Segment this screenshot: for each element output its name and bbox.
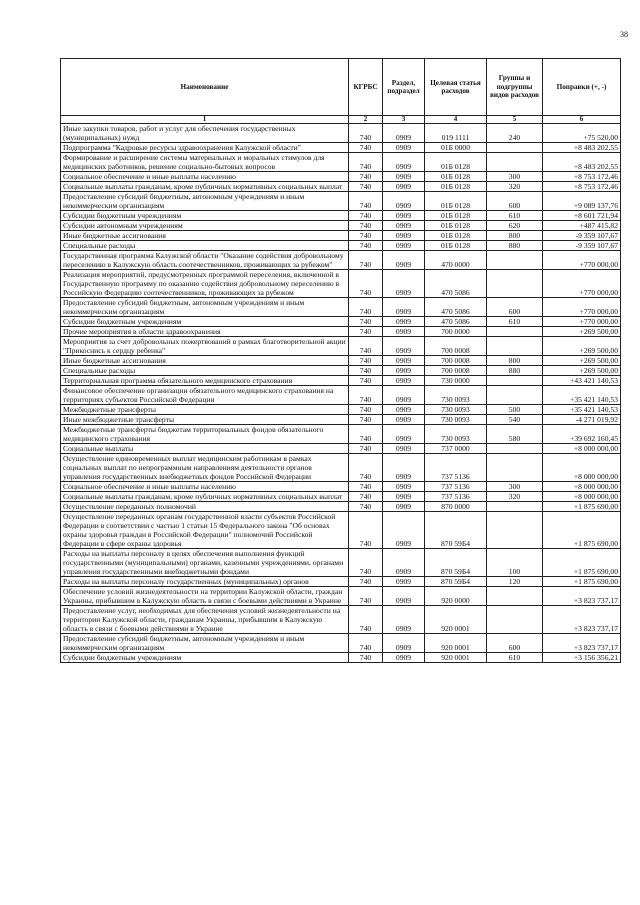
- row-section: 0909: [383, 327, 425, 337]
- row-section: 0909: [383, 653, 425, 663]
- row-target: 470 0000: [425, 251, 487, 270]
- row-name: Обеспечение условий жизнедеятельности на территории Калужской области, граждан Украины, прибывшим в Калужскую область в связи с боевыми действиями в Украине: [61, 587, 349, 606]
- row-amendment: +75 520,00: [543, 124, 621, 143]
- row-group: 600: [487, 298, 543, 317]
- row-group: 320: [487, 492, 543, 502]
- row-amendment: +8 483 202,55: [543, 143, 621, 153]
- header-name: Наименование: [61, 59, 349, 116]
- row-kgrbs: 740: [349, 512, 383, 549]
- row-name: Финансовое обеспечение организации обязательного медицинского страхования на территориях субъектов Российской Федерации: [61, 386, 349, 405]
- row-kgrbs: 740: [349, 454, 383, 482]
- row-target: 01Б 0128: [425, 182, 487, 192]
- row-amendment: +8 000 000,00: [543, 444, 621, 454]
- row-group: 800: [487, 231, 543, 241]
- row-group: [487, 337, 543, 356]
- row-amendment: +1 875 690,00: [543, 512, 621, 549]
- row-group: 620: [487, 221, 543, 231]
- row-kgrbs: 740: [349, 192, 383, 211]
- row-name: Иные закупки товаров, работ и услуг для обеспечения государственных (муниципальных) нужд: [61, 124, 349, 143]
- row-target: 730 0000: [425, 376, 487, 386]
- table-row: [61, 549, 621, 577]
- row-section: 0909: [383, 634, 425, 653]
- row-amendment: +35 421 140,53: [543, 386, 621, 405]
- row-kgrbs: 740: [349, 124, 383, 143]
- row-section: 0909: [383, 221, 425, 231]
- row-amendment: +3 156 356,21: [543, 653, 621, 663]
- row-section: 0909: [383, 444, 425, 454]
- row-kgrbs: 740: [349, 415, 383, 425]
- row-amendment: +8 483 202,55: [543, 153, 621, 172]
- row-kgrbs: 740: [349, 482, 383, 492]
- row-target: 01Б 0128: [425, 211, 487, 221]
- row-amendment: +770 000,00: [543, 298, 621, 317]
- row-amendment: +269 500,00: [543, 327, 621, 337]
- row-amendment: +43 421 140,53: [543, 376, 621, 386]
- row-group: [487, 270, 543, 298]
- row-amendment: +39 692 160,45: [543, 425, 621, 444]
- row-target: 700 0008: [425, 356, 487, 366]
- table-row: [61, 143, 621, 153]
- row-section: 0909: [383, 366, 425, 376]
- row-section: 0909: [383, 317, 425, 327]
- row-section: 0909: [383, 192, 425, 211]
- column-number: 5: [487, 116, 543, 124]
- row-target: 730 0093: [425, 415, 487, 425]
- table-row: [61, 386, 621, 405]
- row-section: 0909: [383, 454, 425, 482]
- row-section: 0909: [383, 182, 425, 192]
- budget-amendments-table: [60, 58, 621, 663]
- row-section: 0909: [383, 172, 425, 182]
- row-target: 870 59Б4: [425, 577, 487, 587]
- row-name: Социальные выплаты: [61, 444, 349, 454]
- row-section: 0909: [383, 606, 425, 634]
- row-group: [487, 512, 543, 549]
- column-number: 2: [349, 116, 383, 124]
- row-group: 610: [487, 211, 543, 221]
- row-section: 0909: [383, 241, 425, 251]
- row-amendment: +3 823 737,17: [543, 606, 621, 634]
- table-row: [61, 231, 621, 241]
- row-kgrbs: 740: [349, 549, 383, 577]
- column-number: 3: [383, 116, 425, 124]
- row-group: 610: [487, 317, 543, 327]
- row-target: 01Б 0128: [425, 221, 487, 231]
- row-kgrbs: 740: [349, 317, 383, 327]
- row-name: Прочие мероприятия в области здравоохранения: [61, 327, 349, 337]
- row-name: Иные бюджетные ассигнования: [61, 231, 349, 241]
- row-kgrbs: 740: [349, 444, 383, 454]
- row-name: Межбюджетные трансферты бюджетам территориальных фондов обязательного медицинского страхования: [61, 425, 349, 444]
- row-section: 0909: [383, 337, 425, 356]
- row-group: 540: [487, 415, 543, 425]
- row-name: Специальные расходы: [61, 241, 349, 251]
- table-row: [61, 653, 621, 663]
- row-kgrbs: 740: [349, 366, 383, 376]
- row-target: 470 5086: [425, 317, 487, 327]
- row-kgrbs: 740: [349, 502, 383, 512]
- row-kgrbs: 740: [349, 241, 383, 251]
- row-target: 870 59Б4: [425, 549, 487, 577]
- row-name: Иные межбюджетные трансферты: [61, 415, 349, 425]
- row-target: 700 0008: [425, 337, 487, 356]
- row-name: Социальное обеспечение и иные выплаты населению: [61, 172, 349, 182]
- row-kgrbs: 740: [349, 492, 383, 502]
- row-name: Расходы на выплаты персоналу государственных (муниципальных) органов: [61, 577, 349, 587]
- row-kgrbs: 740: [349, 231, 383, 241]
- row-target: 737 5136: [425, 482, 487, 492]
- row-target: 470 5086: [425, 298, 487, 317]
- row-section: 0909: [383, 502, 425, 512]
- row-section: 0909: [383, 211, 425, 221]
- row-amendment: +269 500,00: [543, 366, 621, 376]
- row-amendment: +8 601 721,94: [543, 211, 621, 221]
- row-section: 0909: [383, 356, 425, 366]
- row-group: 240: [487, 124, 543, 143]
- row-target: 870 59Б4: [425, 512, 487, 549]
- row-kgrbs: 740: [349, 211, 383, 221]
- row-section: 0909: [383, 153, 425, 172]
- header-kgrbs: КГРБС: [349, 59, 383, 116]
- row-group: [487, 454, 543, 482]
- row-kgrbs: 740: [349, 270, 383, 298]
- table-row: [61, 376, 621, 386]
- row-amendment: +770 000,00: [543, 251, 621, 270]
- header-group: Группы и подгруппы видов расходов: [487, 59, 543, 116]
- header-section: Раздел, подраздел: [383, 59, 425, 116]
- row-kgrbs: 740: [349, 327, 383, 337]
- row-amendment: +3 823 737,17: [543, 634, 621, 653]
- row-kgrbs: 740: [349, 356, 383, 366]
- table-row: [61, 241, 621, 251]
- row-target: 01Б 0128: [425, 231, 487, 241]
- row-group: [487, 386, 543, 405]
- table-row: [61, 172, 621, 182]
- row-kgrbs: 740: [349, 634, 383, 653]
- table-row: [61, 492, 621, 502]
- row-group: 600: [487, 192, 543, 211]
- row-name: Предоставление субсидий бюджетным, автономным учреждениям и иным некоммерческим организациям: [61, 192, 349, 211]
- row-group: [487, 587, 543, 606]
- row-section: 0909: [383, 425, 425, 444]
- row-name: Территориальная программа обязательного медицинского страхования: [61, 376, 349, 386]
- row-target: 730 0093: [425, 405, 487, 415]
- row-section: 0909: [383, 415, 425, 425]
- row-kgrbs: 740: [349, 143, 383, 153]
- table-body: [61, 124, 621, 663]
- table-row: [61, 270, 621, 298]
- column-number: 6: [543, 116, 621, 124]
- row-name: Осуществление единовременных выплат медицинским работникам в рамках социальных выплат по непрограммным направлениям деятельности органов управления государственных внебюджетных фондов Российской Федерации: [61, 454, 349, 482]
- row-amendment: +8 753 172,46: [543, 172, 621, 182]
- table-row: [61, 634, 621, 653]
- table-row: [61, 415, 621, 425]
- header-amendments: Поправки (+, -): [543, 59, 621, 116]
- row-kgrbs: 740: [349, 298, 383, 317]
- row-group: 580: [487, 425, 543, 444]
- row-amendment: +8 753 172,46: [543, 182, 621, 192]
- row-section: 0909: [383, 405, 425, 415]
- row-group: 500: [487, 405, 543, 415]
- row-section: 0909: [383, 231, 425, 241]
- row-name: Мероприятия за счет добровольных пожертвований в рамках благотворительной акции "Прикоснись к сердцу ребенка": [61, 337, 349, 356]
- row-name: Субсидии бюджетным учреждениям: [61, 653, 349, 663]
- table-row: [61, 211, 621, 221]
- row-name: Реализация мероприятий, предусмотренных программой переселения, включенной в Государственную программу по оказанию содействия добровольному переселению в Российскую Федерацию соотечественников, проживающих за рубежом: [61, 270, 349, 298]
- row-group: [487, 143, 543, 153]
- table-row: [61, 298, 621, 317]
- row-group: [487, 606, 543, 634]
- row-section: 0909: [383, 577, 425, 587]
- row-section: 0909: [383, 482, 425, 492]
- table-row: [61, 356, 621, 366]
- row-target: 730 0093: [425, 386, 487, 405]
- table-row: [61, 221, 621, 231]
- row-target: 01Б 0128: [425, 192, 487, 211]
- row-section: 0909: [383, 386, 425, 405]
- row-name: Иные бюджетные ассигнования: [61, 356, 349, 366]
- row-kgrbs: 740: [349, 182, 383, 192]
- row-target: 920 0000: [425, 587, 487, 606]
- row-name: Расходы на выплаты персоналу в целях обеспечения выполнения функций государственными (муниципальными) органами, казенными учреждениями, органами управления государственными внебюджетными фондами: [61, 549, 349, 577]
- row-name: Социальное обеспечение и иные выплаты населению: [61, 482, 349, 492]
- row-group: 610: [487, 653, 543, 663]
- row-name: Субсидии автономным учреждениям: [61, 221, 349, 231]
- row-target: 737 0000: [425, 444, 487, 454]
- row-amendment: +770 000,00: [543, 270, 621, 298]
- table-row: [61, 482, 621, 492]
- row-group: [487, 444, 543, 454]
- row-name: Формирование и расширение системы материальных и моральных стимулов для медицинских работников, решение социально-бытовых вопросов: [61, 153, 349, 172]
- row-amendment: +487 415,82: [543, 221, 621, 231]
- row-group: 880: [487, 241, 543, 251]
- row-section: 0909: [383, 549, 425, 577]
- row-amendment: +8 000 000,00: [543, 454, 621, 482]
- row-kgrbs: 740: [349, 251, 383, 270]
- row-name: Предоставление субсидий бюджетным, автономным учреждениям и иным некоммерческим организациям: [61, 298, 349, 317]
- table-row: [61, 502, 621, 512]
- row-amendment: +1 875 690,00: [543, 577, 621, 587]
- row-amendment: -4 271 019,92: [543, 415, 621, 425]
- row-target: 700 0000: [425, 327, 487, 337]
- table-row: [61, 425, 621, 444]
- row-target: 730 0093: [425, 425, 487, 444]
- table-row: [61, 153, 621, 172]
- table-row: [61, 327, 621, 337]
- row-kgrbs: 740: [349, 221, 383, 231]
- row-amendment: +269 500,00: [543, 356, 621, 366]
- table-row: [61, 124, 621, 143]
- row-target: 737 5136: [425, 454, 487, 482]
- row-group: 120: [487, 577, 543, 587]
- table-row: [61, 454, 621, 482]
- table-row: [61, 251, 621, 270]
- row-group: [487, 502, 543, 512]
- row-name: Субсидии бюджетным учреждениям: [61, 211, 349, 221]
- page-number: 38: [620, 30, 628, 39]
- row-target: 01Б 0000: [425, 143, 487, 153]
- table-header: [61, 59, 621, 124]
- row-group: [487, 376, 543, 386]
- row-name: Осуществление переданных органам государственной власти субъектов Российской Федерации в соответствии с частью 1 статьи 15 Федерального закона "Об основах охраны здоровья граждан в Российской Федерации" полномочий Российской Федерации в сфере охраны здоровья: [61, 512, 349, 549]
- table-row: [61, 405, 621, 415]
- row-group: [487, 251, 543, 270]
- row-amendment: +269 500,00: [543, 337, 621, 356]
- row-group: 800: [487, 356, 543, 366]
- row-kgrbs: 740: [349, 405, 383, 415]
- row-amendment: +770 000,00: [543, 317, 621, 327]
- row-kgrbs: 740: [349, 653, 383, 663]
- row-kgrbs: 740: [349, 587, 383, 606]
- row-name: Межбюджетные трансферты: [61, 405, 349, 415]
- table-row: [61, 587, 621, 606]
- row-amendment: -9 359 107,67: [543, 231, 621, 241]
- row-section: 0909: [383, 124, 425, 143]
- row-section: 0909: [383, 492, 425, 502]
- row-kgrbs: 740: [349, 577, 383, 587]
- row-name: Специальные расходы: [61, 366, 349, 376]
- row-amendment: +1 875 690,00: [543, 549, 621, 577]
- row-target: 920 0001: [425, 606, 487, 634]
- row-name: Субсидии бюджетным учреждениям: [61, 317, 349, 327]
- table-row: [61, 577, 621, 587]
- row-target: 920 0001: [425, 653, 487, 663]
- row-target: 01Б 0128: [425, 241, 487, 251]
- row-group: [487, 153, 543, 172]
- row-kgrbs: 740: [349, 425, 383, 444]
- row-target: 870 0000: [425, 502, 487, 512]
- row-section: 0909: [383, 376, 425, 386]
- row-section: 0909: [383, 251, 425, 270]
- table-row: [61, 182, 621, 192]
- row-amendment: -9 359 107,67: [543, 241, 621, 251]
- row-group: 600: [487, 634, 543, 653]
- row-amendment: +8 000 000,00: [543, 492, 621, 502]
- row-name: Государственная программа Калужской области "Оказание содействия добровольному переселению в Калужскую область соотечественников, проживающих за рубежом": [61, 251, 349, 270]
- row-group: 300: [487, 482, 543, 492]
- row-target: 470 5086: [425, 270, 487, 298]
- row-group: 880: [487, 366, 543, 376]
- row-target: 01Б 0128: [425, 153, 487, 172]
- row-amendment: +3 823 737,17: [543, 587, 621, 606]
- table-row: [61, 317, 621, 327]
- row-amendment: +8 000 000,00: [543, 482, 621, 492]
- column-number: 4: [425, 116, 487, 124]
- row-target: 019 1111: [425, 124, 487, 143]
- row-kgrbs: 740: [349, 606, 383, 634]
- row-name: Предоставление субсидий бюджетным, автономным учреждениям и иным некоммерческим организациям: [61, 634, 349, 653]
- row-kgrbs: 740: [349, 386, 383, 405]
- column-number: 1: [61, 116, 349, 124]
- row-section: 0909: [383, 143, 425, 153]
- row-target: 700 0008: [425, 366, 487, 376]
- row-kgrbs: 740: [349, 376, 383, 386]
- row-section: 0909: [383, 270, 425, 298]
- row-amendment: +9 089 137,76: [543, 192, 621, 211]
- table-row: [61, 606, 621, 634]
- header-target: Целевая статья расходов: [425, 59, 487, 116]
- row-name: Социальные выплаты гражданам, кроме публичных нормативных социальных выплат: [61, 492, 349, 502]
- row-section: 0909: [383, 298, 425, 317]
- row-target: 737 5136: [425, 492, 487, 502]
- table-row: [61, 366, 621, 376]
- table-row: [61, 444, 621, 454]
- row-name: Социальные выплаты гражданам, кроме публичных нормативных социальных выплат: [61, 182, 349, 192]
- row-name: Предоставление услуг, необходимых для обеспечения условий жизнедеятельности на территории Калужской области, гражданам Украины, прибывшим в Калужскую область в связи с боевыми действиями в Украине: [61, 606, 349, 634]
- row-amendment: +35 421 140,53: [543, 405, 621, 415]
- row-target: 920 0001: [425, 634, 487, 653]
- row-group: [487, 327, 543, 337]
- row-kgrbs: 740: [349, 172, 383, 182]
- row-name: Осуществление переданных полномочий: [61, 502, 349, 512]
- table-row: [61, 337, 621, 356]
- row-target: 01Б 0128: [425, 172, 487, 182]
- table-row: [61, 512, 621, 549]
- row-group: 320: [487, 182, 543, 192]
- row-group: 300: [487, 172, 543, 182]
- row-name: Подпрограмма "Кадровые ресурсы здравоохранения Калужской области": [61, 143, 349, 153]
- row-group: 100: [487, 549, 543, 577]
- row-section: 0909: [383, 512, 425, 549]
- row-kgrbs: 740: [349, 337, 383, 356]
- row-kgrbs: 740: [349, 153, 383, 172]
- row-amendment: +1 875 690,00: [543, 502, 621, 512]
- row-section: 0909: [383, 587, 425, 606]
- table-row: [61, 192, 621, 211]
